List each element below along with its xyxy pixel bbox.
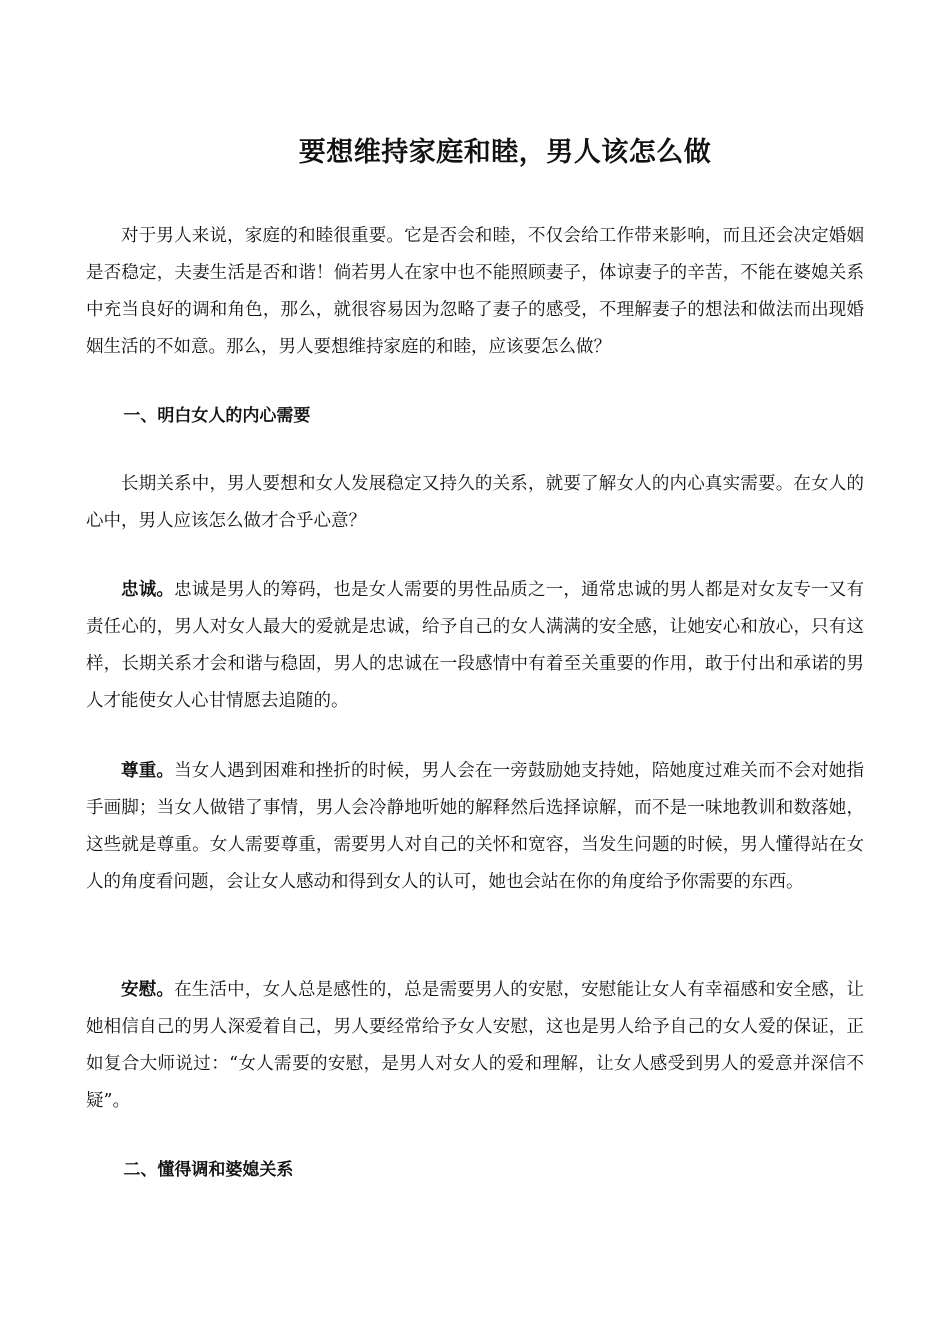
section-1-paragraph: 长期关系中，男人要想和女人发展稳定又持久的关系，就要了解女人的内心真实需要。在女人的心中，男人应该怎么做才合乎心意？ [86,474,864,531]
loyalty-paragraph [86,572,864,720]
comfort-text: 在生活中，女人总是感性的，总是需要男人的安慰，安慰能让女人有幸福感和安全感，让她相信自己的男人深爱着自己，男人要经常给予女人安慰，这也是男人给予自己的女人爱的保证，正如复合大师说过：“女人需要的安慰，是男人对女人的爱和理解，让女人感受到男人的爱意并深信不疑”。 [86,980,865,1111]
section-heading-2: 二、懂得调和婆媳关系 [123,1160,294,1180]
respect-text: 当女人遇到困难和挫折的时候，男人会在一旁鼓励她支持她，陪她度过难关而不会对她指手画脚；当女人做错了事情，男人会冷静地听她的解释然后选择谅解，而不是一味地教训和数落她，这些就是尊重。女人需要尊重，需要男人对自己的关怀和宽容，当发生问题的时候，男人懂得站在女人的角度看问题，会让女人感动和得到女人的认可，她也会站在你的角度给予你需要的东西。 [86,761,865,892]
respect-paragraph [86,753,864,901]
loyalty-lead: 忠诚。 [121,580,175,600]
loyalty-text: 忠诚是男人的筹码，也是女人需要的男性品质之一，通常忠诚的男人都是对女友专一又有责任心的，男人对女人最大的爱就是忠诚，给予自己的女人满满的安全感，让她安心和放心，只有这样，长期关系才会和谐与稳固，男人的忠诚在一段感情中有着至关重要的作用，敢于付出和承诺的男人才能使女人心甘情愿去追随的。 [86,580,865,711]
comfort-lead: 安慰。 [121,980,175,1000]
section-heading-1: 一、明白女人的内心需要 [123,406,311,426]
page-title: 要想维持家庭和睦，男人该怎么做 [298,137,712,168]
respect-lead: 尊重。 [121,761,175,781]
comfort-paragraph [86,972,864,1120]
intro-paragraph: 对于男人来说，家庭的和睦很重要。它是否会和睦，不仅会给工作带来影响，而且还会决定婚姻是否稳定，夫妻生活是否和谐！倘若男人在家中也不能照顾妻子，体谅妻子的辛苦，不能在婆媳关系中充当良好的调和角色，那么，就很容易因为忽略了妻子的感受，不理解妻子的想法和做法而出现婚姻生活的不如意。那么，男人要想维持家庭的和睦，应该要怎么做？ [86,226,864,357]
